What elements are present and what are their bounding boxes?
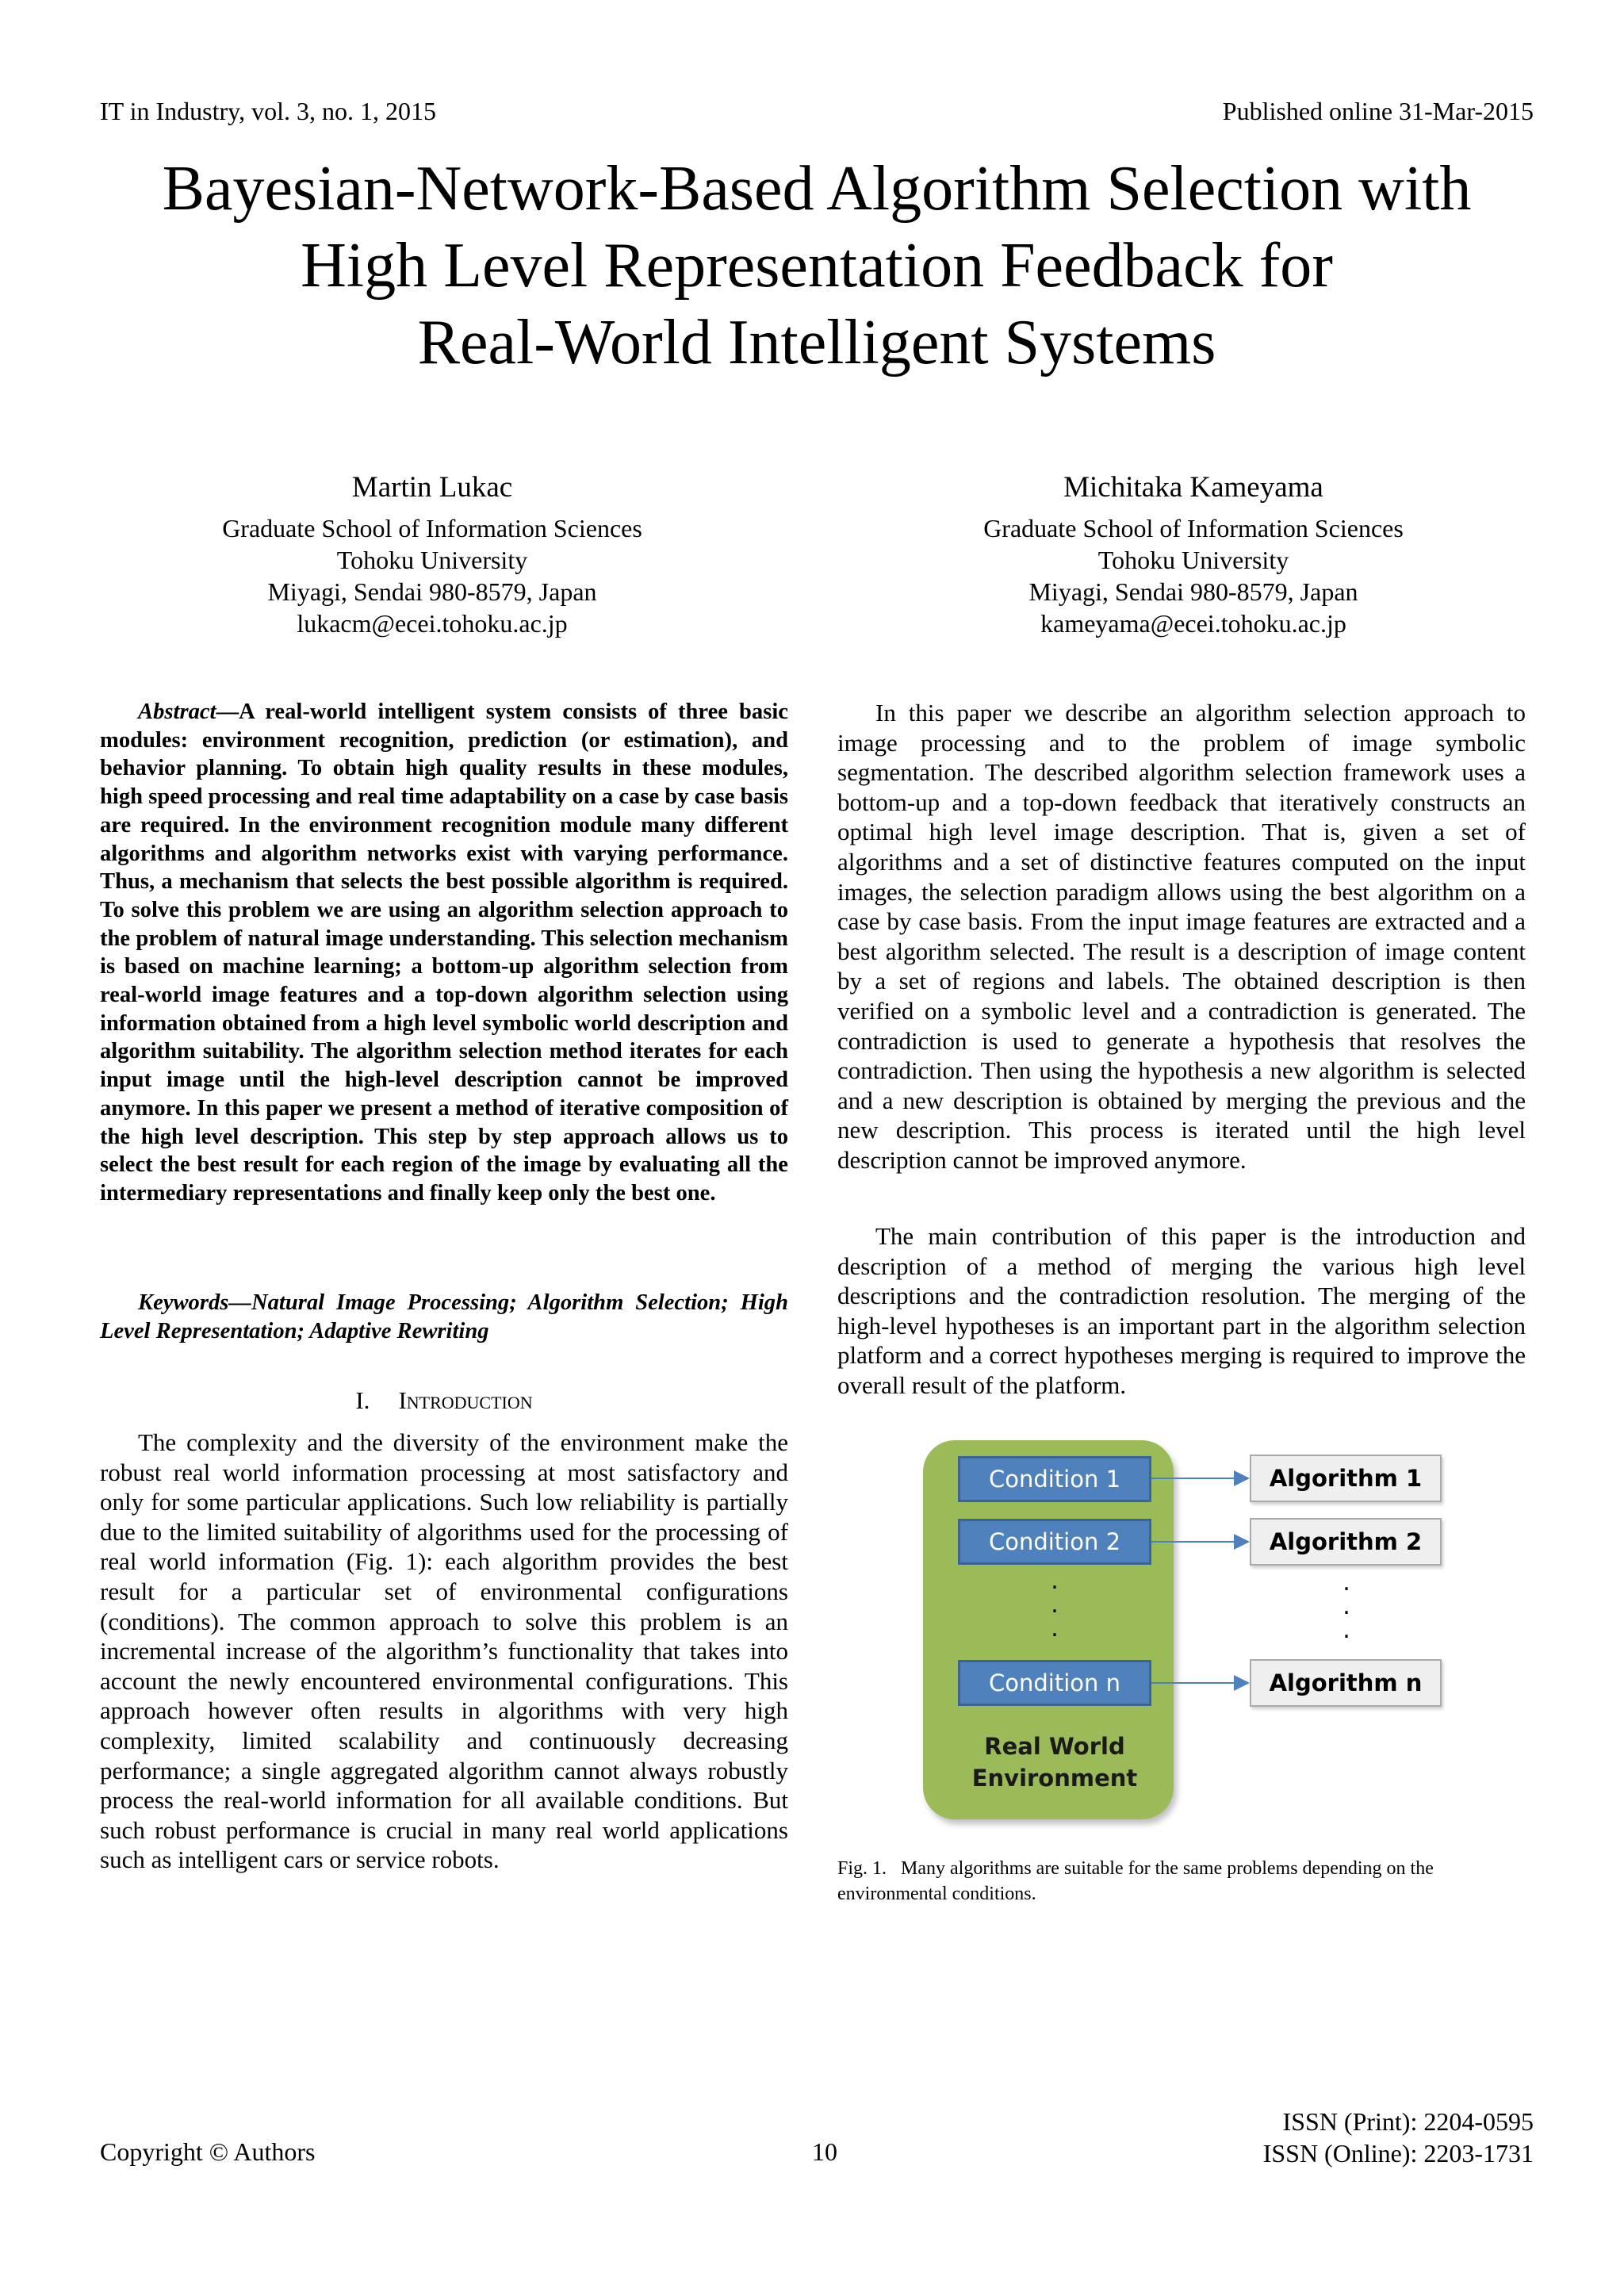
right-column-paragraph-1: [837, 698, 1526, 1175]
author-address: Miyagi, Sendai 980-8579, Japan: [267, 577, 597, 606]
abstract-dash: —: [216, 700, 239, 724]
author-name: Michitaka Kameyama: [1063, 471, 1323, 504]
author-name: Martin Lukac: [351, 471, 513, 504]
author-email: lukacm@ecei.tohoku.ac.jp: [297, 609, 568, 638]
section-number: I.: [355, 1386, 370, 1414]
environment-label-line-1: Real World: [984, 1733, 1125, 1760]
section-heading-introduction: [100, 1386, 788, 1415]
keywords-paragraph: [100, 1289, 788, 1346]
author-block-1: [111, 468, 753, 639]
title-line-3: Real-World Intelligent Systems: [417, 308, 1216, 378]
keywords-label: Keywords—: [138, 1290, 251, 1315]
section-title: Introduction: [398, 1386, 533, 1414]
author-university: Tohoku University: [336, 546, 528, 574]
keywords-text: Natural Image Processing; Algorithm Selection; High Level Representation; Adaptive Rewriting: [100, 1290, 788, 1343]
body-paragraph: In this paper we describe an algorithm selection approach to image processing and to the problem of image symbolic segmentation. The described algorithm selection framework uses a bottom-up and a top-down feedback that iteratively constructs an optimal high level image description. That is, given a set of algorithms and a set of distinctive features computed on the input images, the selection paradigm allows using the best algorithm on a case by case basis. From the input image features are extracted and a best algorithm selected. The result is a description of image content by a set of regions and labels. The obtained description is then verified on a symbolic level and a contradiction is generated. The contradiction is used to generate a hypothesis that resolves the contradiction. Then using the hypothesis a new algorithm is selected and a new description is obtained by merging the previous and the new description. This process is iterated until the high level description cannot be improved anymore.: [837, 699, 1526, 1174]
figure-1-caption: [837, 1856, 1526, 1907]
introduction-paragraph: The complexity and the diversity of the environment make the robust real world information processing at most satisfactory and only for some particular applications. Such low reliability is partially due to the limited suitability of algorithms used for the processing of real world information (Fig. 1): each algorithm provides the best result for a particular set of environmental configurations (conditions). The common approach to solve this problem is an incremental increase of the algorithm’s functionality that takes into account the newly encountered environmental configurations. This approach however often results in algorithms with very high complexity, limited scalability and continuously decreasing performance; a single aggregated algorithm cannot always robustly process the real-world information for all available conditions. But such robust performance is crucial in many real world applications such as intelligent cars or service robots.: [100, 1428, 788, 1874]
title-line-2: High Level Representation Feedback for: [301, 231, 1333, 301]
ellipsis-dot: .: [1342, 1569, 1350, 1596]
condition-1-box: Condition 1: [958, 1456, 1151, 1502]
environment-label: [958, 1731, 1151, 1794]
abstract-paragraph: [100, 698, 788, 1208]
author-school: Graduate School of Information Sciences: [222, 514, 642, 542]
author-university: Tohoku University: [1097, 546, 1289, 574]
ellipsis-dot: .: [1051, 1591, 1059, 1619]
keywords: [100, 1289, 788, 1346]
author-school: Graduate School of Information Sciences: [983, 514, 1404, 542]
paper-title: [95, 151, 1538, 381]
algorithm-1-box: Algorithm 1: [1250, 1455, 1442, 1502]
environment-label-line-2: Environment: [971, 1765, 1138, 1792]
abstract-text: A real-world intelligent system consists of three basic modules: environment recognition, prediction (or estimation), and behavior planning. To obtain high quality results in these modules, high speed processing and real time adaptability on a case by case basis are required. In the environment recognition module many different algorithms and algorithm networks exist with varying performance. Thus, a mechanism that selects the best possible algorithm is required. To solve this problem we are using an algorithm selection approach to the problem of natural image understanding. This selection mechanism is based on machine learning; a bottom-up algorithm selection from real-world image features and a top-down algorithm selection using information obtained from a high level symbolic world description and algorithm suitability. The algorithm selection method iterates for each input image until the high-level description cannot be improved anymore. In this paper we present a method of iterative composition of the high level description. This step by step approach allows us to select the best result for each region of the image by evaluating all the intermediary representations and finally keep only the best one.: [100, 700, 788, 1205]
figure-1-diagram: [837, 1428, 1526, 1840]
condition-n-box: Condition n: [958, 1660, 1151, 1706]
right-column-paragraph-2: [837, 1221, 1526, 1401]
issn-print: ISSN (Print): 2204-0595: [1282, 2107, 1534, 2136]
ellipsis-dot: .: [1051, 1567, 1059, 1595]
journal-reference: IT in Industry, vol. 3, no. 1, 2015: [100, 97, 436, 125]
ellipsis-dot: .: [1051, 1615, 1059, 1642]
author-address: Miyagi, Sendai 980-8579, Japan: [1028, 577, 1358, 606]
author-block-2: [872, 468, 1515, 639]
abstract: [100, 698, 788, 1208]
abstract-label: Abstract: [138, 700, 216, 724]
algorithm-n-box: Algorithm n: [1250, 1659, 1442, 1707]
body-paragraph: The main contribution of this paper is the introduction and description of a method of merging the various high level descriptions and the contradiction resolution. The merging of the high-level hypotheses is an important part in the algorithm selection platform and a correct hypotheses merging is required to improve the overall result of the platform.: [837, 1222, 1526, 1399]
condition-2-box: Condition 2: [958, 1519, 1151, 1565]
issn-online: ISSN (Online): 2203-1731: [1262, 2139, 1534, 2168]
algorithm-2-box: Algorithm 2: [1250, 1518, 1442, 1566]
ellipsis-dot: .: [1342, 1593, 1350, 1620]
page-number: 10: [812, 2137, 837, 2166]
caption-label: Fig. 1.: [837, 1858, 887, 1879]
publication-date: Published online 31-Mar-2015: [1222, 97, 1534, 125]
introduction-body: [100, 1428, 788, 1875]
issn-block: [1263, 2106, 1534, 2169]
ellipsis-dot: .: [1342, 1616, 1350, 1644]
author-email: kameyama@ecei.tohoku.ac.jp: [1040, 609, 1346, 638]
caption-text: Many algorithms are suitable for the same problems depending on the environmental conditions.: [837, 1858, 1434, 1904]
copyright: Copyright © Authors: [100, 2137, 316, 2166]
title-line-1: Bayesian-Network-Based Algorithm Selection with: [162, 154, 1472, 224]
